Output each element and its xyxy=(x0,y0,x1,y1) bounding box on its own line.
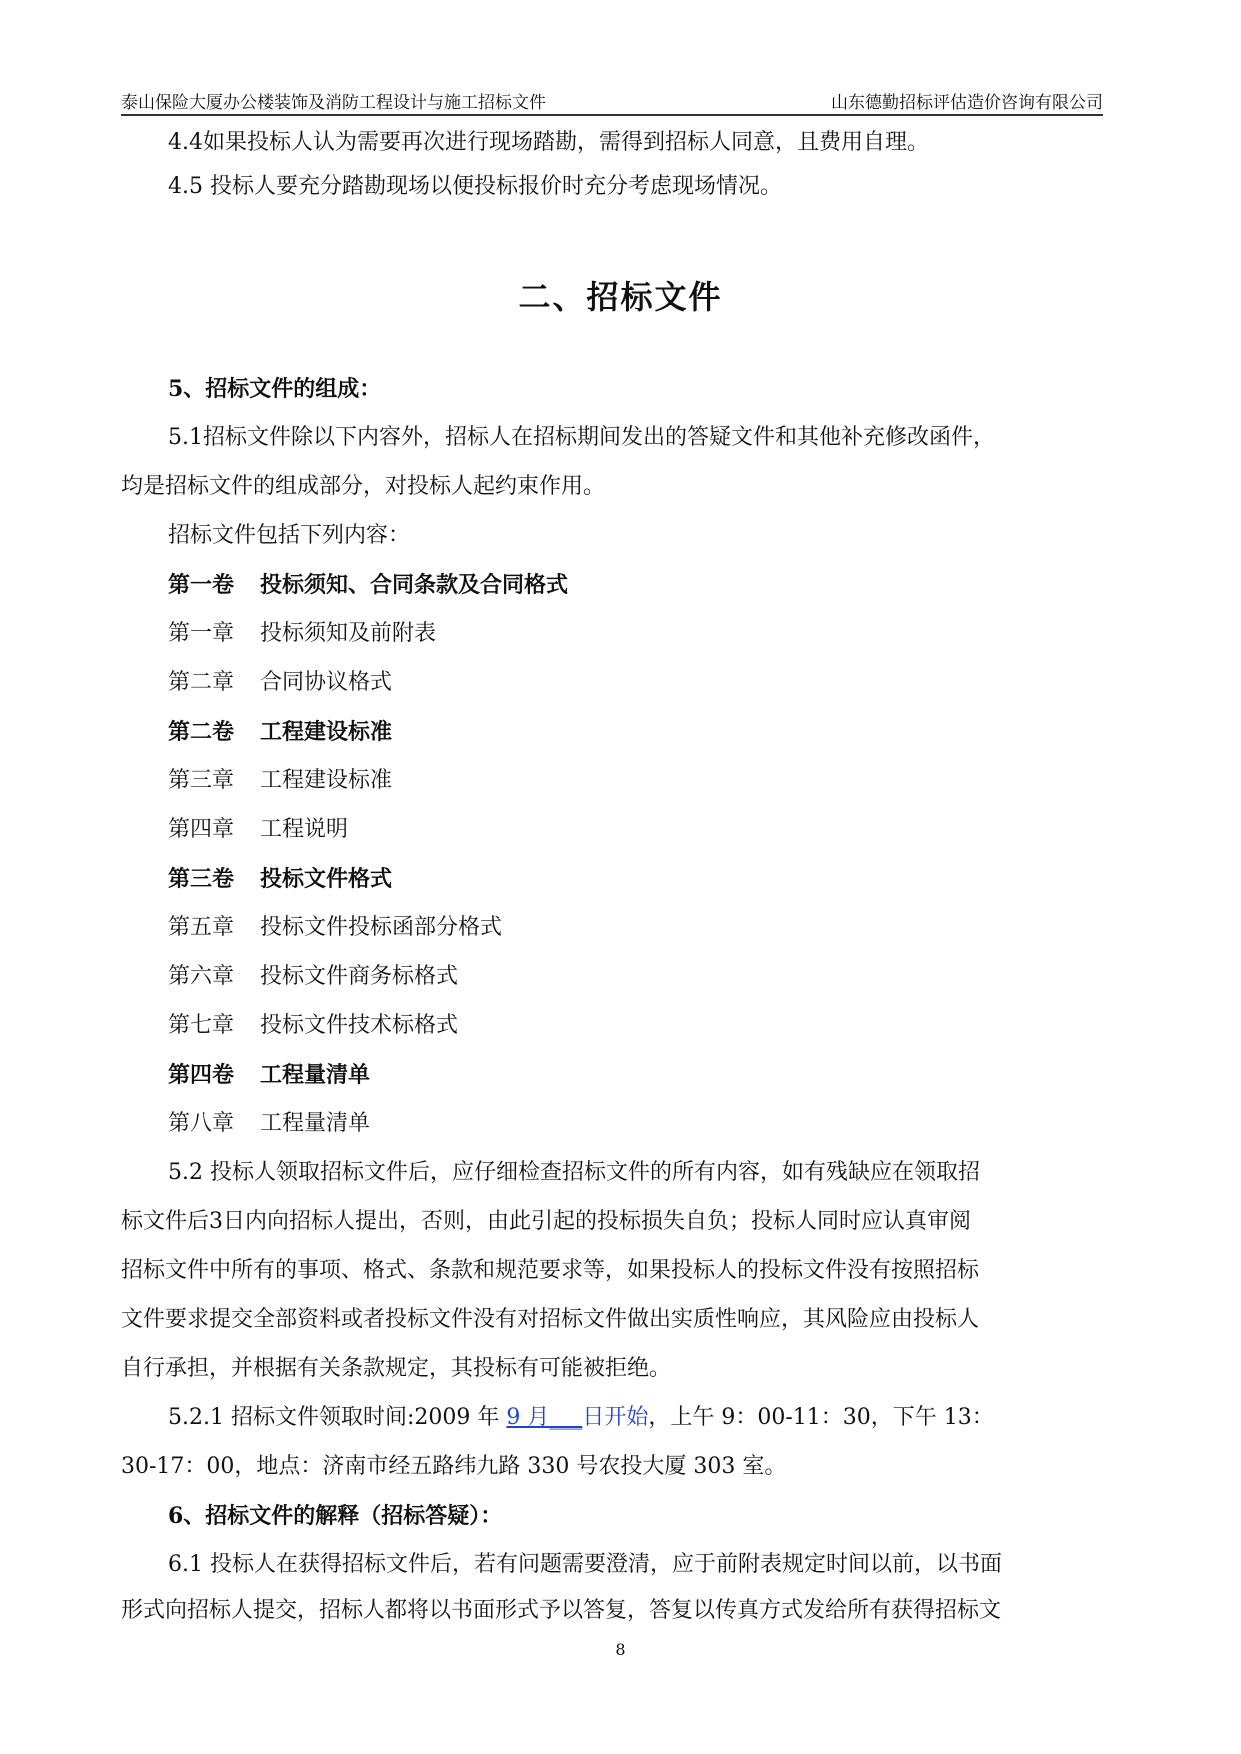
toc-chapter-7: 第七章 投标文件技术标格式 xyxy=(168,1013,459,1038)
toc-chapter-5: 第五章 投标文件投标函部分格式 xyxy=(168,915,503,940)
toc-volume-2: 第二卷 工程建设标准 xyxy=(168,719,393,745)
s5-2-line1: 5.2 投标人领取招标文件后，应仔细检查招标文件的所有内容，如有残缺应在领取招 xyxy=(168,1160,980,1185)
para-4-4: 4.4如果投标人认为需要再次进行现场踏勘，需得到招标人同意，且费用自理。 xyxy=(168,130,929,155)
s6-1-line2: 形式向招标人提交，招标人都将以书面形式予以答复，答复以传真方式发给所有获得招标文 xyxy=(121,1598,1002,1623)
s5-intro: 招标文件包括下列内容： xyxy=(168,523,411,548)
toc-chapter-6: 第六章 投标文件商务标格式 xyxy=(168,964,459,989)
s5-1-line1: 5.1招标文件除以下内容外，招标人在招标期间发出的答疑文件和其他补充修改函件， xyxy=(168,425,995,450)
s6-1-line1: 6.1 投标人在获得招标文件后，若有问题需要澄清，应于前附表规定时间以前，以书面 xyxy=(168,1552,1002,1577)
s5-2-line2: 标文件后3日内向招标人提出，否则，由此引起的投标损失自负；投标人同时应认真审阅 xyxy=(121,1209,971,1234)
s5-2-1-line1: 5.2.1 招标文件领取时间:2009 年 9 月___日开始，上午 9：00-11：30，下午 13： xyxy=(168,1405,994,1430)
s5-2-line3: 招标文件中所有的事项、格式、条款和规范要求等，如果投标人的投标文件没有按照招标 xyxy=(121,1258,980,1283)
toc-chapter-2: 第二章 合同协议格式 xyxy=(168,670,393,695)
header-left-title: 泰山保险大厦办公楼装饰及消防工程设计与施工招标文件 xyxy=(121,93,546,113)
header-right-company: 山东德勤招标评估造价咨询有限公司 xyxy=(831,93,1103,113)
toc-volume-4: 第四卷 工程量清单 xyxy=(168,1062,371,1088)
para-4-5: 4.5 投标人要充分踏勘现场以便投标报价时充分考虑现场情况。 xyxy=(168,174,782,199)
pickup-day-blank: ___ xyxy=(549,1405,583,1430)
s5-heading: 5、招标文件的组成： xyxy=(168,376,382,402)
toc-chapter-8: 第八章 工程量清单 xyxy=(168,1111,371,1136)
s6-heading: 6、招标文件的解释（招标答疑）： xyxy=(168,1503,503,1529)
toc-chapter-4: 第四章 工程说明 xyxy=(168,817,349,842)
toc-volume-3: 第三卷 投标文件格式 xyxy=(168,866,393,892)
s5-2-line4: 文件要求提交全部资料或者投标文件没有对招标文件做出实质性响应，其风险应由投标人 xyxy=(121,1307,980,1332)
s5-2-1-line2: 30-17：00，地点：济南市经五路纬九路 330 号农投大厦 303 室。 xyxy=(121,1454,787,1479)
section-title: 二、招标文件 xyxy=(518,278,723,316)
toc-chapter-3: 第三章 工程建设标准 xyxy=(168,768,393,793)
s5-1-line2: 均是招标文件的组成部分，对投标人起约束作用。 xyxy=(121,474,606,499)
page-header xyxy=(121,86,1103,116)
toc-volume-1: 第一卷 投标须知、合同条款及合同格式 xyxy=(168,572,569,598)
pickup-month: 9 月 xyxy=(506,1405,550,1430)
page-number: 8 xyxy=(615,1640,626,1659)
toc-chapter-1: 第一章 投标须知及前附表 xyxy=(168,621,437,646)
s5-2-line5: 自行承担，并根据有关条款规定，其投标有可能被拒绝。 xyxy=(121,1356,672,1381)
